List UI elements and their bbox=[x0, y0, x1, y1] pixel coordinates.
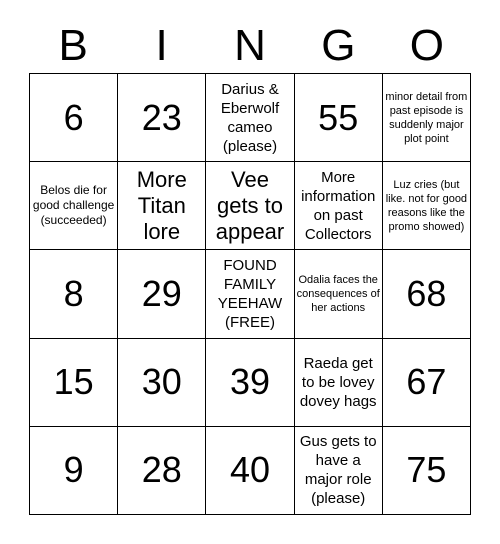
bingo-cell[interactable]: Gus gets to have a major role (please) bbox=[295, 427, 383, 515]
bingo-cell[interactable]: 55 bbox=[295, 74, 383, 162]
bingo-cell[interactable]: More information on past Collectors bbox=[295, 162, 383, 250]
bingo-cell[interactable]: 30 bbox=[118, 339, 206, 427]
bingo-cell[interactable]: 29 bbox=[118, 250, 206, 338]
bingo-cell[interactable]: 28 bbox=[118, 427, 206, 515]
bingo-cell[interactable]: minor detail from past episode is suddenly major plot point bbox=[383, 74, 471, 162]
bingo-cell[interactable]: Vee gets to appear bbox=[206, 162, 294, 250]
bingo-cell[interactable]: More Titan lore bbox=[118, 162, 206, 250]
bingo-cell-free[interactable]: FOUND FAMILY YEEHAW (FREE) bbox=[206, 250, 294, 338]
bingo-cell[interactable]: 75 bbox=[383, 427, 471, 515]
bingo-cell[interactable]: Odalia faces the consequences of her actions bbox=[295, 250, 383, 338]
header-letter-g: G bbox=[321, 21, 356, 70]
bingo-cell[interactable]: 15 bbox=[30, 339, 118, 427]
bingo-cell[interactable]: 8 bbox=[30, 250, 118, 338]
bingo-header bbox=[29, 18, 471, 74]
bingo-cell[interactable]: Darius & Eberwolf cameo (please) bbox=[206, 74, 294, 162]
bingo-cell[interactable]: 6 bbox=[30, 74, 118, 162]
bingo-cell[interactable]: Belos die for good challenge (succeeded) bbox=[30, 162, 118, 250]
bingo-cell[interactable]: Raeda get to be lovey dovey hags bbox=[295, 339, 383, 427]
bingo-cell[interactable]: Luz cries (but like. not for good reasons like the promo showed) bbox=[383, 162, 471, 250]
header-letter-i: I bbox=[155, 21, 168, 70]
bingo-cell[interactable]: 67 bbox=[383, 339, 471, 427]
header-letter-n: N bbox=[234, 21, 266, 70]
bingo-grid bbox=[29, 73, 471, 515]
bingo-cell[interactable]: 68 bbox=[383, 250, 471, 338]
header-letter-b: B bbox=[58, 21, 88, 70]
bingo-cell[interactable]: 39 bbox=[206, 339, 294, 427]
bingo-cell[interactable]: 23 bbox=[118, 74, 206, 162]
bingo-cell[interactable]: 9 bbox=[30, 427, 118, 515]
bingo-cell[interactable]: 40 bbox=[206, 427, 294, 515]
header-letter-o: O bbox=[409, 21, 444, 70]
